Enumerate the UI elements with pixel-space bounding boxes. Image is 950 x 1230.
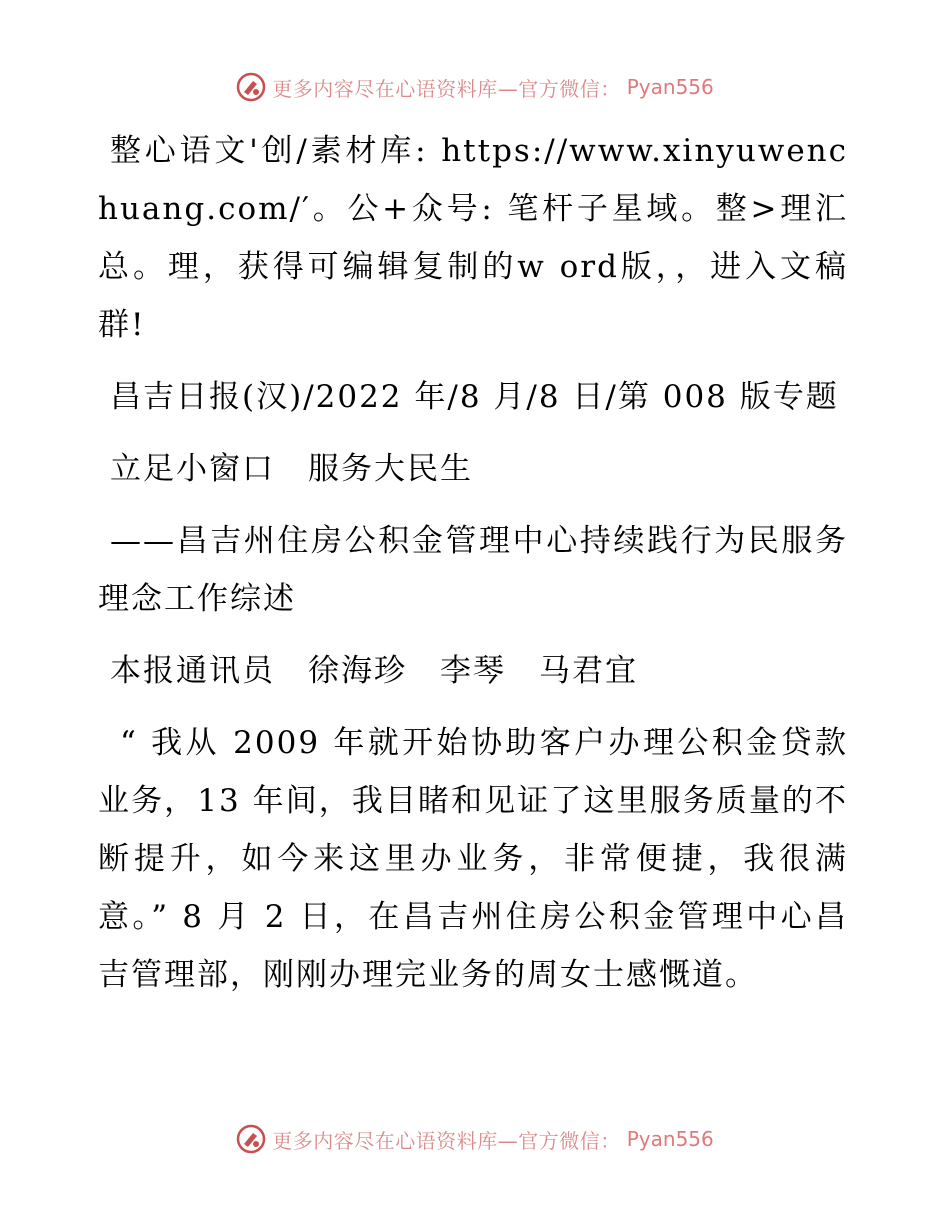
- article-subtitle: ——昌吉州住房公积金管理中心持续践行为民服务理念工作综述: [98, 523, 848, 617]
- article-title: 立足小窗口 服务大民生: [110, 451, 473, 487]
- source-line: 昌吉日报(汉)/2022 年/8 月/8 日/第 008 版专题: [110, 379, 839, 415]
- body-paragraph: “ 我从 2009 年就开始协助客户办理公积金贷款业务，13 年间，我目睹和见证了这里服务质量的不断提升，如今来这里办业务，非常便捷，我很满意。” 8 月 2 日，在昌吉州住房公积金管理中心昌吉管理部，刚刚办理完业务的周女士感慨道。: [98, 725, 848, 993]
- intro-paragraph: 整心语文'创/素材库: https://www.xinyuwenchuang.com/′。公+众号: 笔杆子星域。整>理汇总。理，获得可编辑复制的w ord版，，进入文稿群!: [98, 133, 848, 343]
- watermark-handle: Pyan556: [626, 1127, 714, 1151]
- header-watermark: [0, 72, 950, 102]
- byline: 本报通讯员 徐海珍 李琴 马君宜: [110, 653, 638, 689]
- watermark-text: 更多内容尽在心语资料库—官方微信：: [272, 1128, 621, 1153]
- logo-icon: [236, 72, 266, 102]
- logo-icon: [236, 1124, 266, 1154]
- document-body: [98, 122, 848, 1018]
- watermark-text: 更多内容尽在心语资料库—官方微信：: [272, 76, 621, 101]
- footer-watermark: [0, 1124, 950, 1154]
- watermark-handle: Pyan556: [626, 75, 714, 99]
